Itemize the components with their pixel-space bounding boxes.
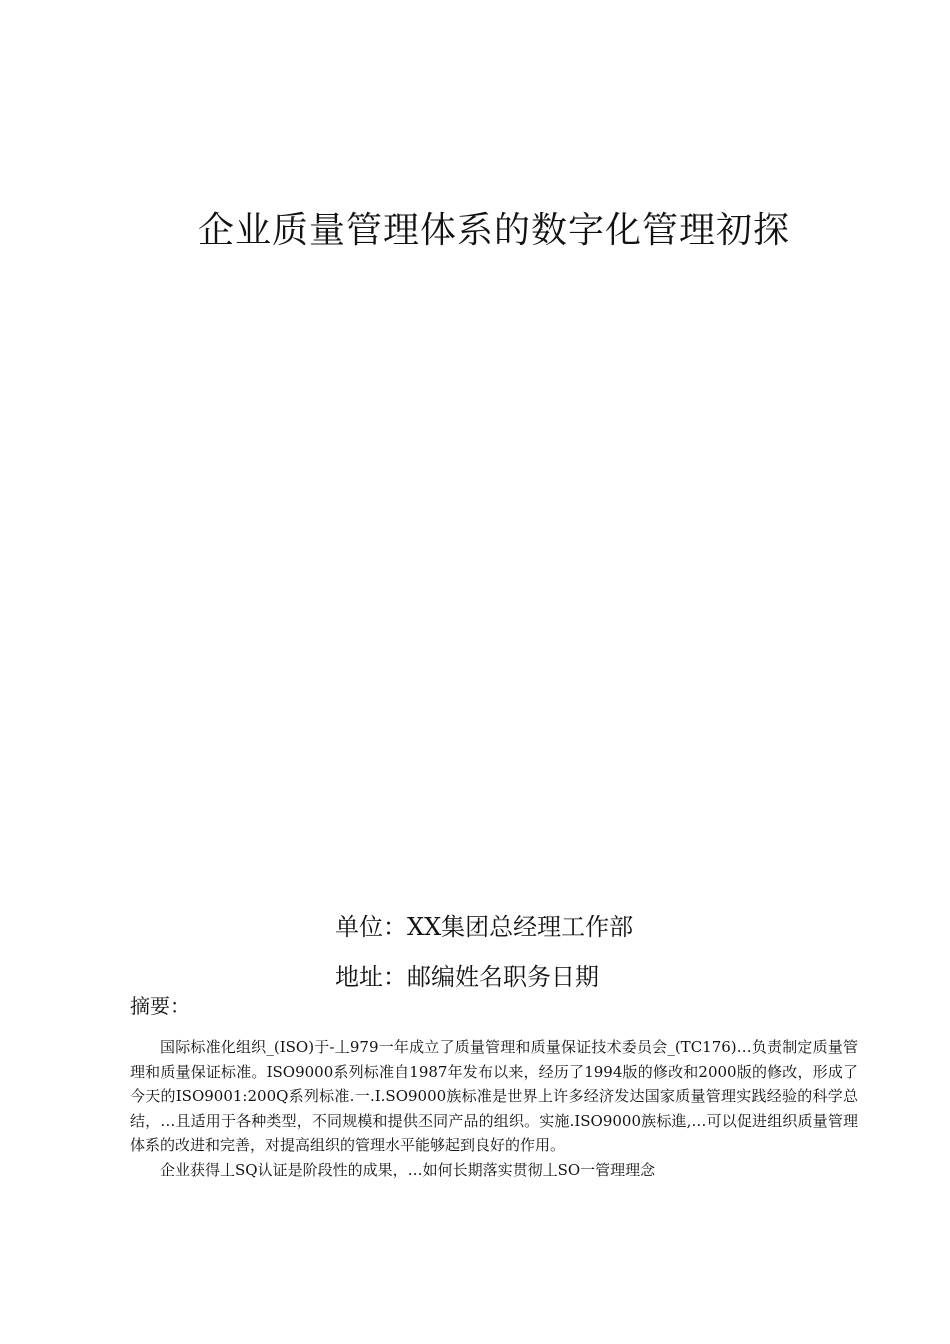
address-line: 地址：邮编姓名职务日期 <box>335 963 599 991</box>
abstract-paragraph: 企业获得丄SQ认证是阶段性的成果，…如何长期落实贯彻丄SO一管理理念 <box>160 1160 656 1179</box>
abstract-paragraph: 国际标准化组织_(ISO)于-丄979一年成立了质量管理和质量保证技术委员会_(TC176)…负责制定质量管理和质量保证标准。ISO9000系列标准自1987年发布以来，经历了1994版的修改和2000版的修改，形成了今天的ISO9001:200Q系列标准.一.I.SO9000族标准是世界上许多经济发达国家质量管理实践经验的科学总结，…且适用于各种类型，不同规模和提供丕同产品的组织。实施.ISO9000族标進,…可以促进组织质量管理体系的改进和完善，对提高组织的管理水平能够起到良好的作用。 <box>130 1038 858 1155</box>
abstract-heading: 摘要： <box>130 994 190 1018</box>
abstract-body <box>130 1035 858 1183</box>
unit-line: 单位：XX集团总经理工作部 <box>335 913 634 941</box>
document-title: 企业质量管理体系的数字化管理初探 <box>197 210 790 251</box>
